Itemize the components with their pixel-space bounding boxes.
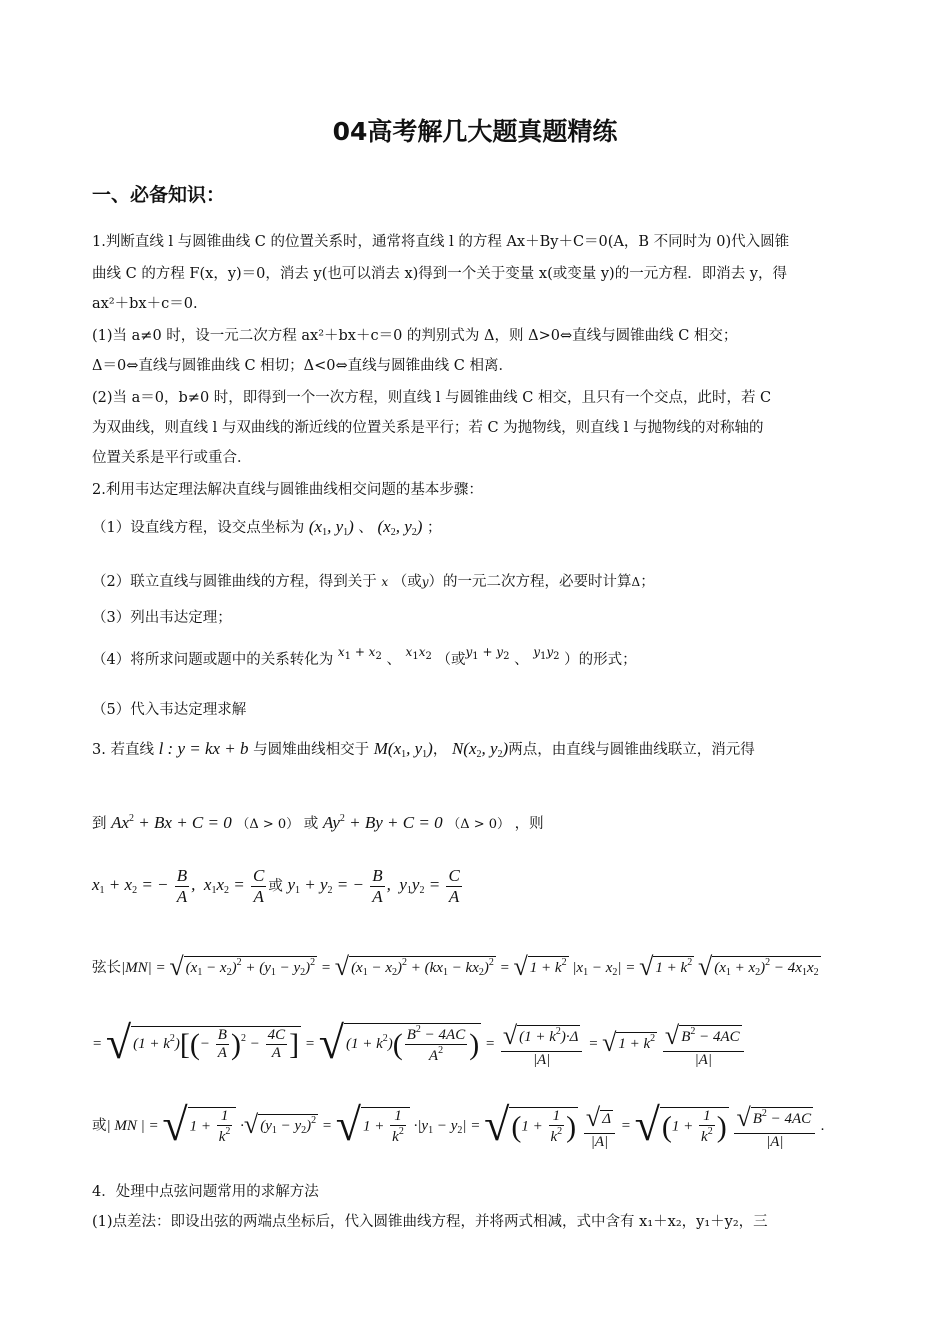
formula-quadratic-x: $Ax^2 + Bx + C = 0$ [111,813,232,832]
page-title: 04高考解几大题真题精练 [332,117,618,146]
k1-line-7: 为双曲线，则直线 l 与双曲线的渐近线的位置关系是平行；若 C 为抛物线，则直线 l 与抛物线的对称轴的 [92,420,764,436]
formula-point-2: ($x_2$, $y_2$) [377,517,423,538]
k3-intro-pre: 3. 若直线 [92,742,154,758]
k3-vieta [92,866,464,907]
k3-intro-comma: ， [432,742,448,758]
formula-delta: Δ [631,575,641,589]
k2-step-2-post: ）的一元二次方程，必要时计算 [428,574,632,590]
k2-step-1 [92,516,442,538]
k2-step-1-sep: 、 [358,520,373,536]
k3-to: 到 [92,816,107,832]
k3-cond-2: （Δ > 0） [447,817,511,832]
formula-x1x2: x1x2 [405,645,432,662]
k3-chord-3 [92,1098,825,1151]
formula-point-n: $N(x_2$, $y_2$) [451,739,509,760]
k1-line-4: (1)当 a≠0 时，设一元二次方程 ax²＋bx＋c＝0 的判别式为 Δ，则 Δ>0⇔直线与圆锥曲线 C 相交； [92,328,738,344]
k2-heading: 2.利用韦达定理法解决直线与圆锥曲线相交问题的基本步骤： [92,482,483,498]
formula-y1-plus-y2: y1 + y2 [465,645,510,662]
k3-or: 或 [303,816,319,832]
formula-y1y2: y1y2 [533,645,560,662]
k3-cond-1: （Δ > 0） [236,817,300,832]
formula-vieta-y: $y_1 + y_2$ = − $\frac{B}{A}$ , $y_1y_2$ = $\frac{C}{A}$ [287,866,460,906]
k1-line-8: 位置关系是平行或重合． [92,450,252,466]
section-heading: 一、必备知识： [92,184,226,206]
k2-step-1-text: （1）设直线方程，设交点坐标为 [92,520,305,536]
k3-chord-label: 弦长 [92,960,121,976]
k2-step-4-end: ）的形式； [564,652,637,668]
k1-line-3: ax²＋bx＋c＝0. [92,296,198,312]
formula-chord-length-2: = √ $(1 + k^2)[(-$ $\frac{B}{A}$ )$^2$ − $\frac{4C}{A}$ ] = √ $(1 + k^2)$( $\frac{B^2 - 4AC}{A^2}$ ) = $\frac{√ (1 + k^2)\cdot\Delta}{|A|}$ = √ $1 + k^2$ $\frac{√ B^2 - 4AC}{|A|}$ [92,1036,746,1052]
formula-x1-plus-x2: x1 + x2 [337,645,382,662]
k2-step-4-text: （4）将所求问题或题中的关系转化为 [92,652,334,668]
k1-line-2: 曲线 C 的方程 F(x，y)＝0，消去 y(也可以消去 x)得到一个关于变量 x(或变量 y)的一元方程．即消去 y，得 [92,266,787,282]
formula-line-l: l : y = kx + b [158,739,249,758]
k3-chord-2 [92,1016,746,1069]
formula-var-x: x [381,575,389,589]
k3-chord-or: 或 [92,1118,107,1134]
k4-line-1: (1)点差法：即设出弦的两端点坐标后，代入圆锥曲线方程，并将两式相减，式中含有 x₁＋x₂，y₁＋y₂，三 [92,1214,768,1230]
k2-step-3: （3）列出韦达定理； [92,610,232,626]
formula-quadratic-y: $Ay^2 + By + C = 0$ [322,813,443,832]
k3-intro-post: 两点，由直线与圆锥曲线联立，消元得 [508,742,755,758]
k2-step-2-text: （2）联立直线与圆锥曲线的方程，得到关于 [92,574,377,590]
k3-then: ，则 [514,816,544,832]
formula-chord-length-1: |MN| = √ $(x_1 - x_2)^2 + (y_1 - y_2)^2$ = √ $(x_1 - x_2)^2 + (kx_1 - kx_2)^2$ = √ $1 + k^2$ $|x_1 - x_2|$ = √ $1 + k^2$ √ $(x_1 + x_2)^2 - 4x_1x_2$ [121,952,819,981]
formula-chord-length-3: | MN | = √ 1 + $\frac{1}{k^2}$ ·√ $(y_1 - y_2)^2$ = √ 1 + $\frac{1}{k^2}$ $\cdot|y_1 - y_2| = √(1$ + $\frac{1}{k^2}$ ) $\frac{√ \Delta}{|A|}$ = √(1 + $\frac{1}{k^2}$ ) $\frac{√ B^2 - 4AC}{|A|}$ . [106,1099,825,1150]
formula-var-y: y [421,575,429,589]
k2-step-2 [92,570,655,591]
k2-step-4 [92,645,637,670]
k1-line-5: Δ＝0⇔直线与圆锥曲线 C 相切；Δ<0⇔直线与圆锥曲线 C 相离． [92,358,513,374]
k1-line-1: 1.判断直线 l 与圆锥曲线 C 的位置关系时，通常将直线 l 的方程 Ax＋By＋C＝0(A，B 不同时为 0)代入圆锥 [92,234,790,250]
k2-step-4-or: （或 [436,652,466,668]
k3-intro [92,738,755,760]
k3-chord-1 [92,952,821,982]
k3-intro-mid: 与圆雉曲线相交于 [253,742,370,758]
k2-step-4-sep1: 、 [386,652,401,668]
formula-vieta-x: $x_1 + x_2$ = − $\frac{B}{A}$ , $x_1x_2$ = $\frac{C}{A}$ [92,866,265,906]
k1-line-6: (2)当 a＝0，b≠0 时，即得到一个一次方程，则直线 l 与圆锥曲线 C 相交，且只有一个交点，此时，若 C [92,390,772,406]
formula-point-1: ($x_1$, $y_1$) [308,517,354,538]
k4-heading: 4．处理中点弦问题常用的求解方法 [92,1184,319,1200]
k3-quadratic [92,812,544,833]
k2-step-5: （5）代入韦达定理求解 [92,702,247,718]
k2-step-4-sep2: 、 [514,652,529,668]
k2-step-2-or: （或 [392,574,422,590]
k2-step-1-end: ； [427,520,442,536]
k3-vieta-or: 或 [268,878,283,895]
k2-step-2-end: ； [640,574,655,590]
formula-point-m: $M(x_1$, $y_1$) [373,739,433,760]
